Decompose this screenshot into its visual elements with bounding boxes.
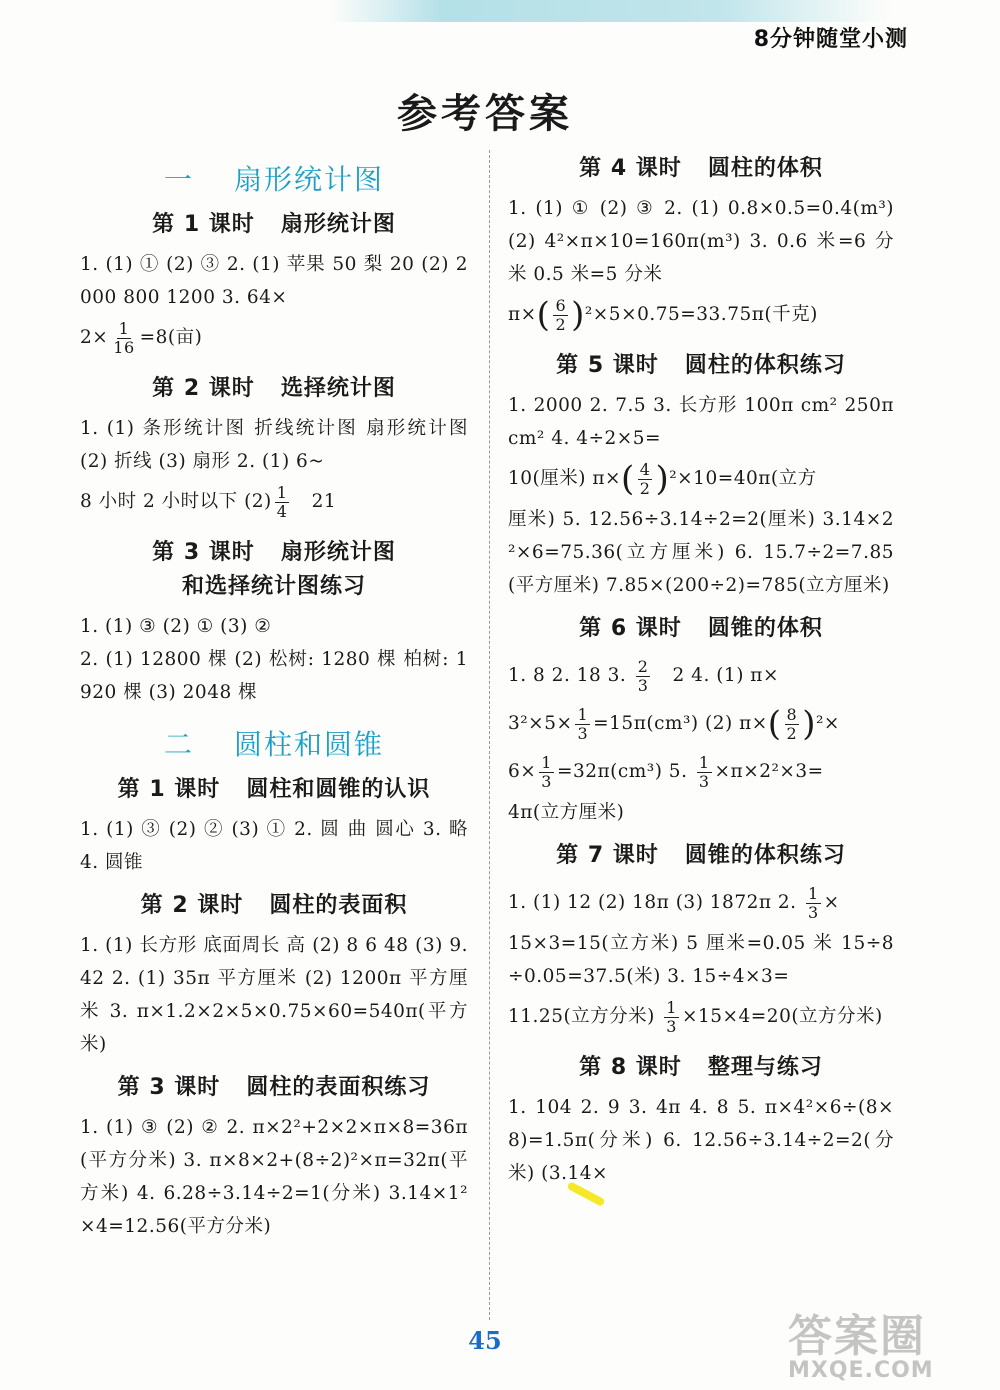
lesson-heading: 第 3 课时 圆柱的表面积练习 xyxy=(117,1075,431,1100)
lesson-heading: 第 2 课时 选择统计图 xyxy=(152,376,396,401)
answer-block: 1. 2000 2. 7.5 3. 长方形 100π cm² 250π cm² 4. 4÷2×5= 10(厘米) π×( $\frac{4}{2}$ )²×10=40π(立方 厘米) 5. 12.56÷3.14÷2=2(厘米) 3.14×2²×6=75.36(立方厘米) 6. 15.7÷2=7.85(平方厘米) 7.85×(200÷2)=785(立方厘米) xyxy=(508,395,894,596)
fraction: $\frac{1}{3}$ xyxy=(577,704,589,743)
fraction: $\frac{1}{3}$ xyxy=(541,752,552,791)
lesson-heading: 第 8 课时 整理与练习 xyxy=(579,1055,823,1080)
lesson-heading: 第 7 课时 圆锥的体积练习 xyxy=(556,843,846,868)
lesson-heading: 第 2 课时 圆柱的表面积 xyxy=(140,893,408,918)
lesson-heading: 第 3 课时 扇形统计图 和选择统计图练习 xyxy=(152,540,396,599)
fraction: $\frac{2}{3}$ xyxy=(637,656,649,695)
lesson-heading: 第 4 课时 圆柱的体积 xyxy=(579,156,823,181)
fraction: $\frac{1}{3}$ xyxy=(807,883,819,922)
fraction: $\frac{6}{2}$ xyxy=(555,295,567,334)
answer-block: 1. (1) 长方形 底面周长 高 (2) 8 6 48 (3) 9.42 2. (1) 35π 平方厘米 (2) 1200π 平方厘米 3. π×1.2×2×5×0.75×60=540π(平方米) xyxy=(80,935,468,1055)
lesson-heading: 第 5 课时 圆柱的体积练习 xyxy=(556,353,846,378)
lesson-heading: 第 6 课时 圆锥的体积 xyxy=(579,616,823,641)
page-title: 参考答案 xyxy=(397,90,573,137)
answer-block: 1. (1) ③ (2) ② 2. π×2²+2×2×π×8=36π(平方分米) 3. π×8×2+(8÷2)²×π=32π(平方米) 4. 6.28÷3.14÷2=1(分米) 3.14×1²×4=12.56(平方分米) xyxy=(80,1117,468,1237)
fraction: $\frac{1}{4}$ xyxy=(276,482,288,521)
answer-block: 1. (1) 条形统计图 折线统计图 扇形统计图 (2) 折线 (3) 扇形 2. (1) 6~ 8 小时 2 小时以下 (2) $\frac{1}{4}$ 21 xyxy=(80,418,468,521)
fraction: $\frac{1}{16}$ xyxy=(113,318,135,357)
lesson-heading: 第 1 课时 扇形统计图 xyxy=(152,212,396,237)
right-column xyxy=(508,152,894,1190)
answer-block: 1. 8 2. 18 3. $\frac{2}{3}$ 2 4. (1) π× 3²×5× $\frac{1}{3}$ =15π(cm³) (2) π×( $\frac{8}{2}$ )²× 6× $\frac{1}{3}$ =32π(cm³) 5. $\frac{1}{3}$ ×π×2²×3= 4π(立方厘米) xyxy=(508,656,840,823)
answer-block: 1. (1) ① (2) ③ 2. (1) 0.8×0.5=0.4(m³) (2) 4²×π×10=160π(m³) 3. 0.6 米=6 分米 0.5 米=5 分米 π×( $\frac{6}{2}$ )²×5×0.75=33.75π(千克) xyxy=(508,198,894,335)
header-band xyxy=(330,0,890,22)
lesson-heading: 第 1 课时 圆柱和圆锥的认识 xyxy=(117,777,431,802)
left-column xyxy=(80,152,468,1243)
answer-block: 1. 104 2. 9 3. 4π 4. 8 5. π×4²×6÷(8×8)=1.5π(分米) 6. 12.56÷3.14÷2=2(分米) (3.14× xyxy=(508,1097,894,1184)
answer-block: 1. (1) 12 (2) 18π (3) 1872π 2. $\frac{1}{3}$ × 15×3=15(立方米) 5 厘米=0.05 米 15÷8÷0.05=37.5(米) 3. 15÷4×3= 11.25(立方分米) $\frac{1}{3}$ ×15×4=20(立方分米) xyxy=(508,883,894,1036)
column-divider xyxy=(489,150,490,1320)
answer-block: 1. (1) ① (2) ③ 2. (1) 苹果 50 梨 20 (2) 2000 800 1200 3. 64× 2× $\frac{1}{16}$ =8(亩) xyxy=(80,254,468,357)
fraction: $\frac{4}{2}$ xyxy=(639,459,651,498)
series-title: 8分钟随堂小测 xyxy=(753,27,908,52)
watermark-logo: 答案圈 MXQE.COM xyxy=(788,1311,934,1383)
answer-block: 1. (1) ③ (2) ① (3) ② 2. (1) 12800 棵 (2) 松树: 1280 棵 柏树: 1920 棵 (3) 2048 棵 xyxy=(80,616,468,703)
fraction: $\frac{1}{3}$ xyxy=(698,752,710,791)
unit-heading-1: 一 扇形统计图 xyxy=(163,163,385,196)
answer-block: 1. (1) ③ (2) ② (3) ① 2. 圆 曲 圆心 3. 略 4. 圆锥 xyxy=(80,819,468,873)
page-number: 45 xyxy=(468,1326,502,1355)
fraction: $\frac{8}{2}$ xyxy=(786,704,798,743)
fraction: $\frac{1}{3}$ xyxy=(666,997,677,1036)
unit-heading-2: 二 圆柱和圆锥 xyxy=(163,728,385,761)
